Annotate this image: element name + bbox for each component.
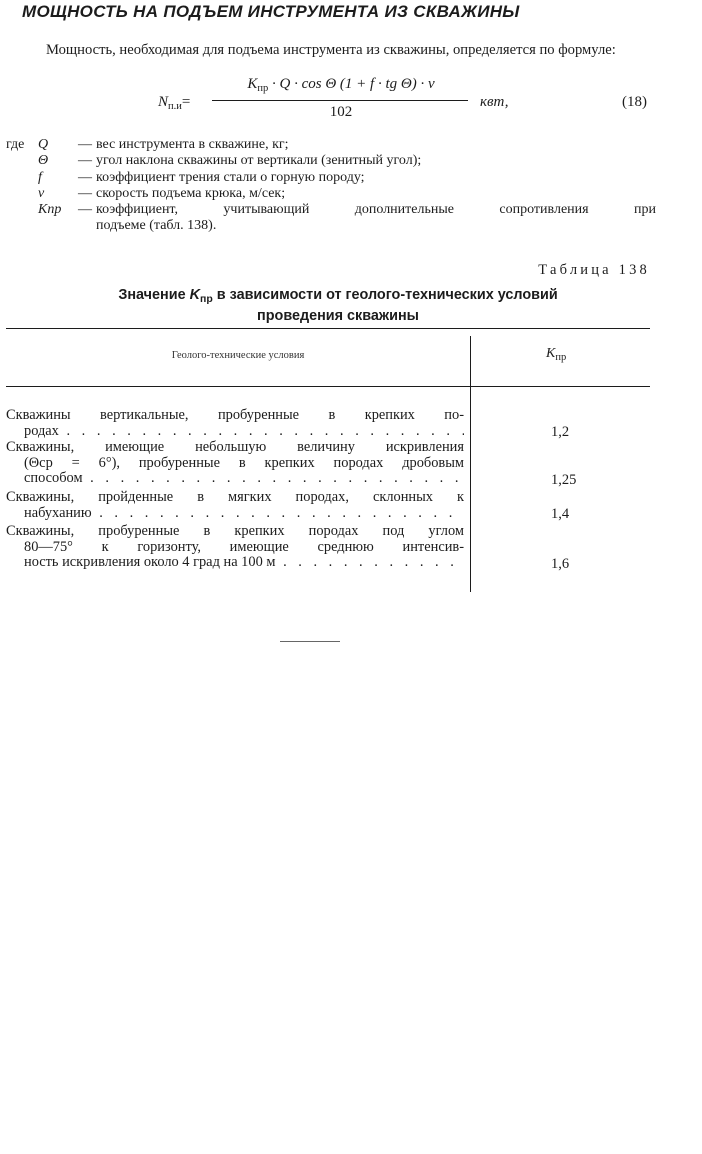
formula-num-rest: · Q · cos Θ (1 + f · tg Θ) · v <box>268 76 435 92</box>
table-title-rest: в зависимости от геолого-технических условий <box>212 287 558 303</box>
legend-symbol: Kпр <box>38 202 62 218</box>
legend-item <box>6 186 656 202</box>
row-k-value: 1,25 <box>551 472 577 488</box>
end-separator <box>280 641 340 642</box>
legend-dash: — <box>78 202 92 218</box>
formula-equals: = <box>181 94 191 110</box>
legend-item <box>6 137 656 153</box>
column-header-k-subscript: пр <box>555 352 567 363</box>
row-condition-line: набуханию . . . <box>6 506 464 522</box>
row-k-value: 1,2 <box>551 424 570 440</box>
table-row <box>6 440 650 487</box>
table-label: Таблица 138 <box>538 262 650 278</box>
legend-text: скорость подъема крюка, м/сек; <box>96 185 286 201</box>
legend-text: коэффициент трения стали о горную породу; <box>96 169 365 185</box>
table-row <box>6 524 650 571</box>
symbol-legend <box>6 137 656 235</box>
row-condition-line: (Θср = 6°), пробуренные в крепких породах дробовым <box>24 455 464 471</box>
column-header-k-symbol: K <box>546 346 556 361</box>
row-condition-line: Скважины, пройденные в мягких породах, склонных к <box>6 490 464 505</box>
formula-18 <box>0 76 702 126</box>
table-top-rule <box>6 328 650 329</box>
legend-item <box>6 153 656 169</box>
formula-lhs <box>158 94 190 112</box>
row-condition <box>6 408 464 439</box>
legend-symbol: f <box>38 169 42 185</box>
legend-continuation: подъеме (табл. 138). <box>96 218 217 234</box>
row-k-value: 1,6 <box>551 556 570 572</box>
table-title-prefix: Значение <box>118 287 190 303</box>
row-condition <box>6 490 464 521</box>
table-title <box>20 287 656 325</box>
formula-lhs-subscript: п.и <box>168 101 182 112</box>
fraction-bar <box>212 100 468 101</box>
table-title-line-2: проведения скважины <box>257 308 419 324</box>
column-header-k <box>546 346 566 363</box>
row-condition-line: Скважины, пробуренные в крепких породах под углом <box>6 524 464 539</box>
row-k-value: 1,4 <box>551 506 570 522</box>
row-condition <box>6 524 464 571</box>
row-condition <box>6 440 464 487</box>
formula-num-k: K <box>247 76 258 92</box>
legend-symbol: v <box>38 185 45 201</box>
row-condition-line: Скважины, имеющие небольшую величину искривления <box>6 440 464 455</box>
legend-prefix: где <box>6 137 25 152</box>
row-condition-line: родах . . . <box>6 424 464 440</box>
formula-lhs-symbol: N <box>158 94 169 110</box>
section-heading: МОЩНОСТЬ НА ПОДЪЕМ ИНСТРУМЕНТА ИЗ СКВАЖИНЫ <box>22 2 520 21</box>
formula-unit: квт, <box>480 94 509 110</box>
legend-dash: — <box>78 185 92 201</box>
row-condition-line: ность искривления около 4 град на 100 м . . . <box>6 555 464 571</box>
coefficient-table <box>6 328 650 592</box>
row-condition-line: 80—75° к горизонту, имеющие среднюю интенсив- <box>24 539 464 555</box>
table-row <box>6 490 650 521</box>
table-row <box>6 408 650 439</box>
legend-item <box>6 170 656 186</box>
formula-denominator: 102 <box>329 104 353 120</box>
column-header-conditions: Геолого-технические условия <box>171 350 305 361</box>
legend-dash: — <box>78 153 92 169</box>
legend-symbol: Θ <box>38 153 49 169</box>
legend-text: угол наклона скважины от вертикали (зенитный угол); <box>96 153 422 169</box>
formula-num-k-subscript: пр <box>257 83 269 94</box>
table-title-line <box>20 287 656 308</box>
legend-dash: — <box>78 137 92 152</box>
legend-item <box>6 202 656 218</box>
table-title-k-subscript: пр <box>200 293 213 305</box>
legend-text: коэффициент, учитывающий дополнительные сопротивления при <box>96 202 656 218</box>
intro-paragraph: Мощность, необходимая для подъема инструмента из скважины, определяется по формуле: <box>46 42 616 58</box>
row-condition-line: способом . . . <box>6 471 464 487</box>
legend-text: вес инструмента в скважине, кг; <box>96 137 289 152</box>
legend-symbol: Q <box>38 137 49 152</box>
table-header-rule <box>6 386 650 387</box>
legend-dash: — <box>78 169 92 185</box>
row-condition-line: Скважины вертикальные, пробуренные в крепких по- <box>6 408 464 423</box>
formula-number: (18) <box>622 94 647 110</box>
table-title-k: K <box>189 287 200 303</box>
formula-numerator <box>216 76 466 94</box>
